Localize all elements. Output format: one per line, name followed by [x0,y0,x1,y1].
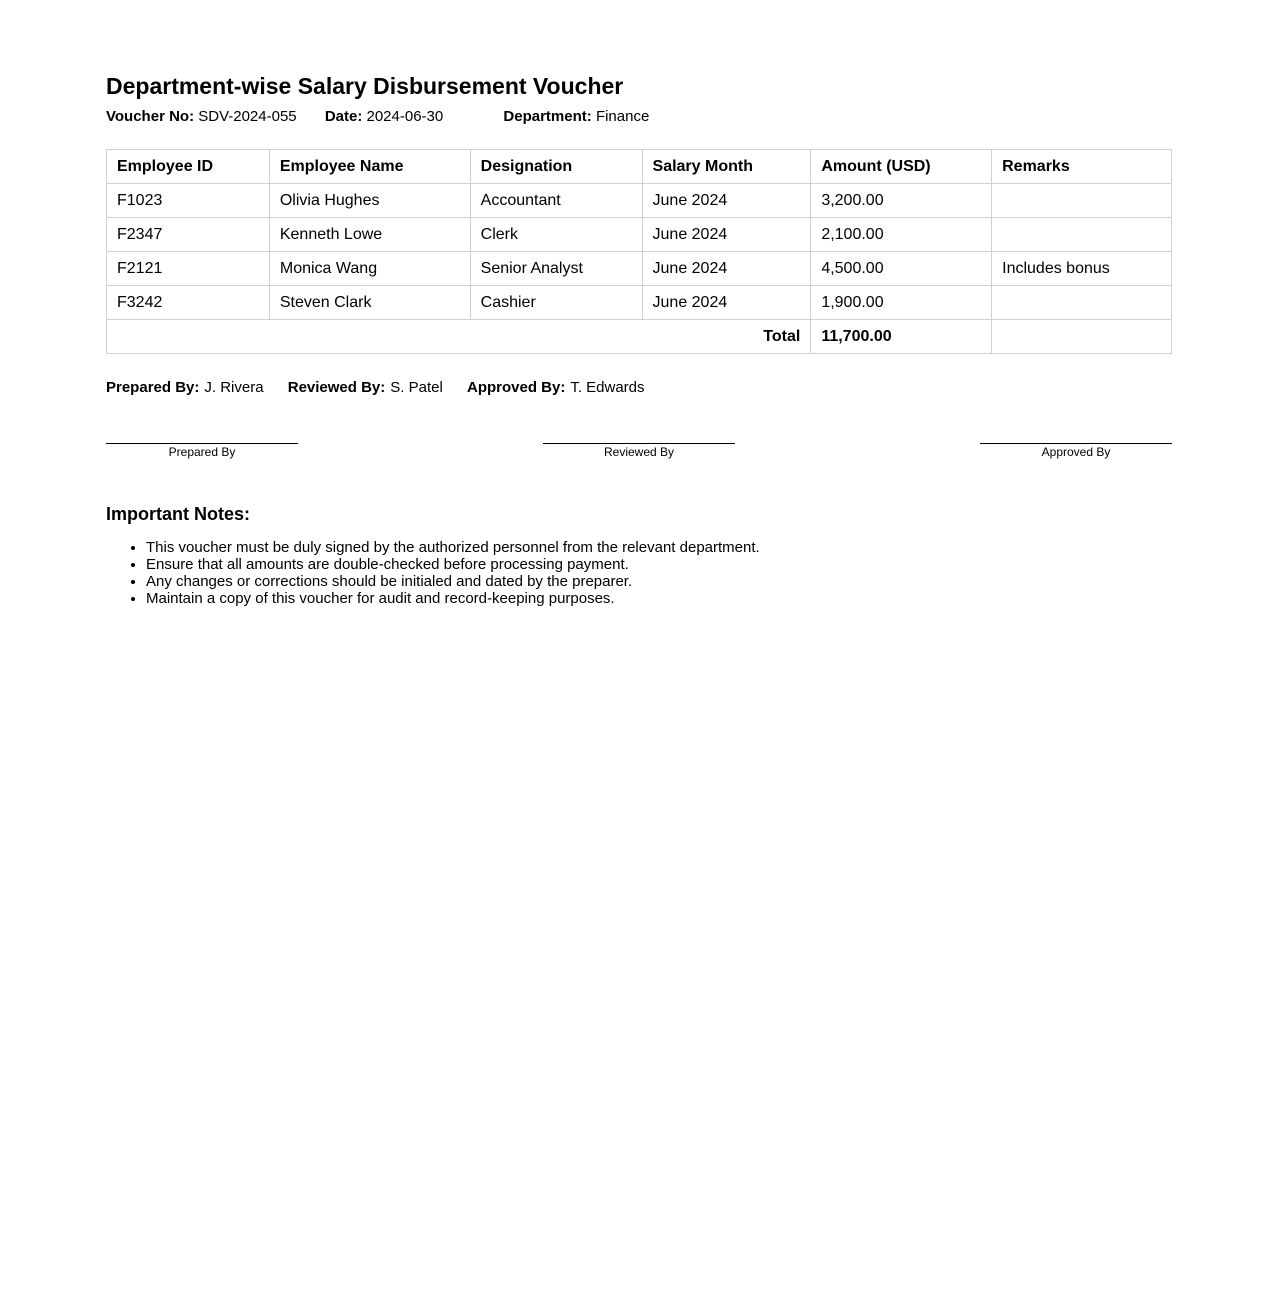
cell-remarks [992,218,1172,252]
cell-salary-month: June 2024 [642,252,811,286]
cell-designation: Cashier [470,286,642,320]
table-row [107,252,1172,286]
cell-designation: Senior Analyst [470,252,642,286]
cell-employee-id: F3242 [107,286,270,320]
prepared-by [106,379,264,397]
reviewed-by-value: S. Patel [390,379,443,396]
approved-by [467,379,645,397]
approved-by-label: Approved By: [466,379,566,396]
list-item: • Maintain a copy of this voucher for audit and record-keeping purposes. [146,590,1172,607]
column-header-employee-name: Employee Name [269,150,470,184]
cell-remarks [992,184,1172,218]
cell-salary-month: June 2024 [642,184,811,218]
cell-employee-name: Steven Clark [269,286,470,320]
signature-line-prepared: Prepared By [106,443,298,459]
signatories [106,379,1172,397]
cell-designation: Clerk [470,218,642,252]
voucher-date-label: Date: [324,108,363,125]
list-item: • Ensure that all amounts are double-checked before processing payment. [146,556,1172,573]
list-item: • This voucher must be duly signed by the authorized personnel from the relevant department. [146,539,1172,556]
cell-salary-month: June 2024 [642,218,811,252]
cell-employee-id: F2347 [107,218,270,252]
table-row [107,184,1172,218]
cell-employee-id: F2121 [107,252,270,286]
list-item: • Any changes or corrections should be initialed and dated by the preparer. [146,573,1172,590]
voucher-meta [106,108,1172,126]
column-header-amount: Amount (USD) [811,150,992,184]
cell-remarks: Includes bonus [992,252,1172,286]
voucher-department-value: Finance [595,108,650,125]
total-value: 11,700.00 [811,320,992,354]
voucher-department [503,108,649,126]
table-row [107,218,1172,252]
cell-remarks [992,286,1172,320]
salary-table [106,149,1172,354]
cell-salary-month: June 2024 [642,286,811,320]
voucher-number-value: SDV-2024-055 [198,108,297,125]
voucher-number [106,108,297,126]
prepared-by-label: Prepared By: [106,379,200,396]
cell-amount: 1,900.00 [811,286,992,320]
voucher-number-label: Voucher No: [106,108,195,125]
table-header-row [107,150,1172,184]
total-row [107,320,1172,354]
table-row [107,286,1172,320]
page-title: Department-wise Salary Disbursement Voucher [106,73,624,99]
voucher-date [325,108,443,126]
column-header-salary-month: Salary Month [642,150,811,184]
notes-list [106,539,1172,607]
total-remarks-cell [992,320,1172,354]
cell-amount: 4,500.00 [811,252,992,286]
column-header-remarks: Remarks [992,150,1172,184]
column-header-employee-id: Employee ID [107,150,270,184]
reviewed-by-label: Reviewed By: [287,379,386,396]
column-header-designation: Designation [470,150,642,184]
voucher-date-value: 2024-06-30 [366,108,444,125]
prepared-by-value: J. Rivera [204,379,264,396]
signature-lines [106,443,1172,479]
cell-employee-name: Monica Wang [269,252,470,286]
cell-employee-name: Kenneth Lowe [269,218,470,252]
cell-amount: 2,100.00 [811,218,992,252]
cell-amount: 3,200.00 [811,184,992,218]
notes-heading: Important Notes: [106,504,250,524]
voucher-page [106,0,1172,607]
signature-line-reviewed: Reviewed By [543,443,735,459]
cell-employee-name: Olivia Hughes [269,184,470,218]
cell-designation: Accountant [470,184,642,218]
cell-employee-id: F1023 [107,184,270,218]
approved-by-value: T. Edwards [570,379,645,396]
total-label: Total [107,320,811,354]
signature-line-approved: Approved By [980,443,1172,459]
voucher-department-label: Department: [503,108,592,125]
reviewed-by [288,379,443,397]
